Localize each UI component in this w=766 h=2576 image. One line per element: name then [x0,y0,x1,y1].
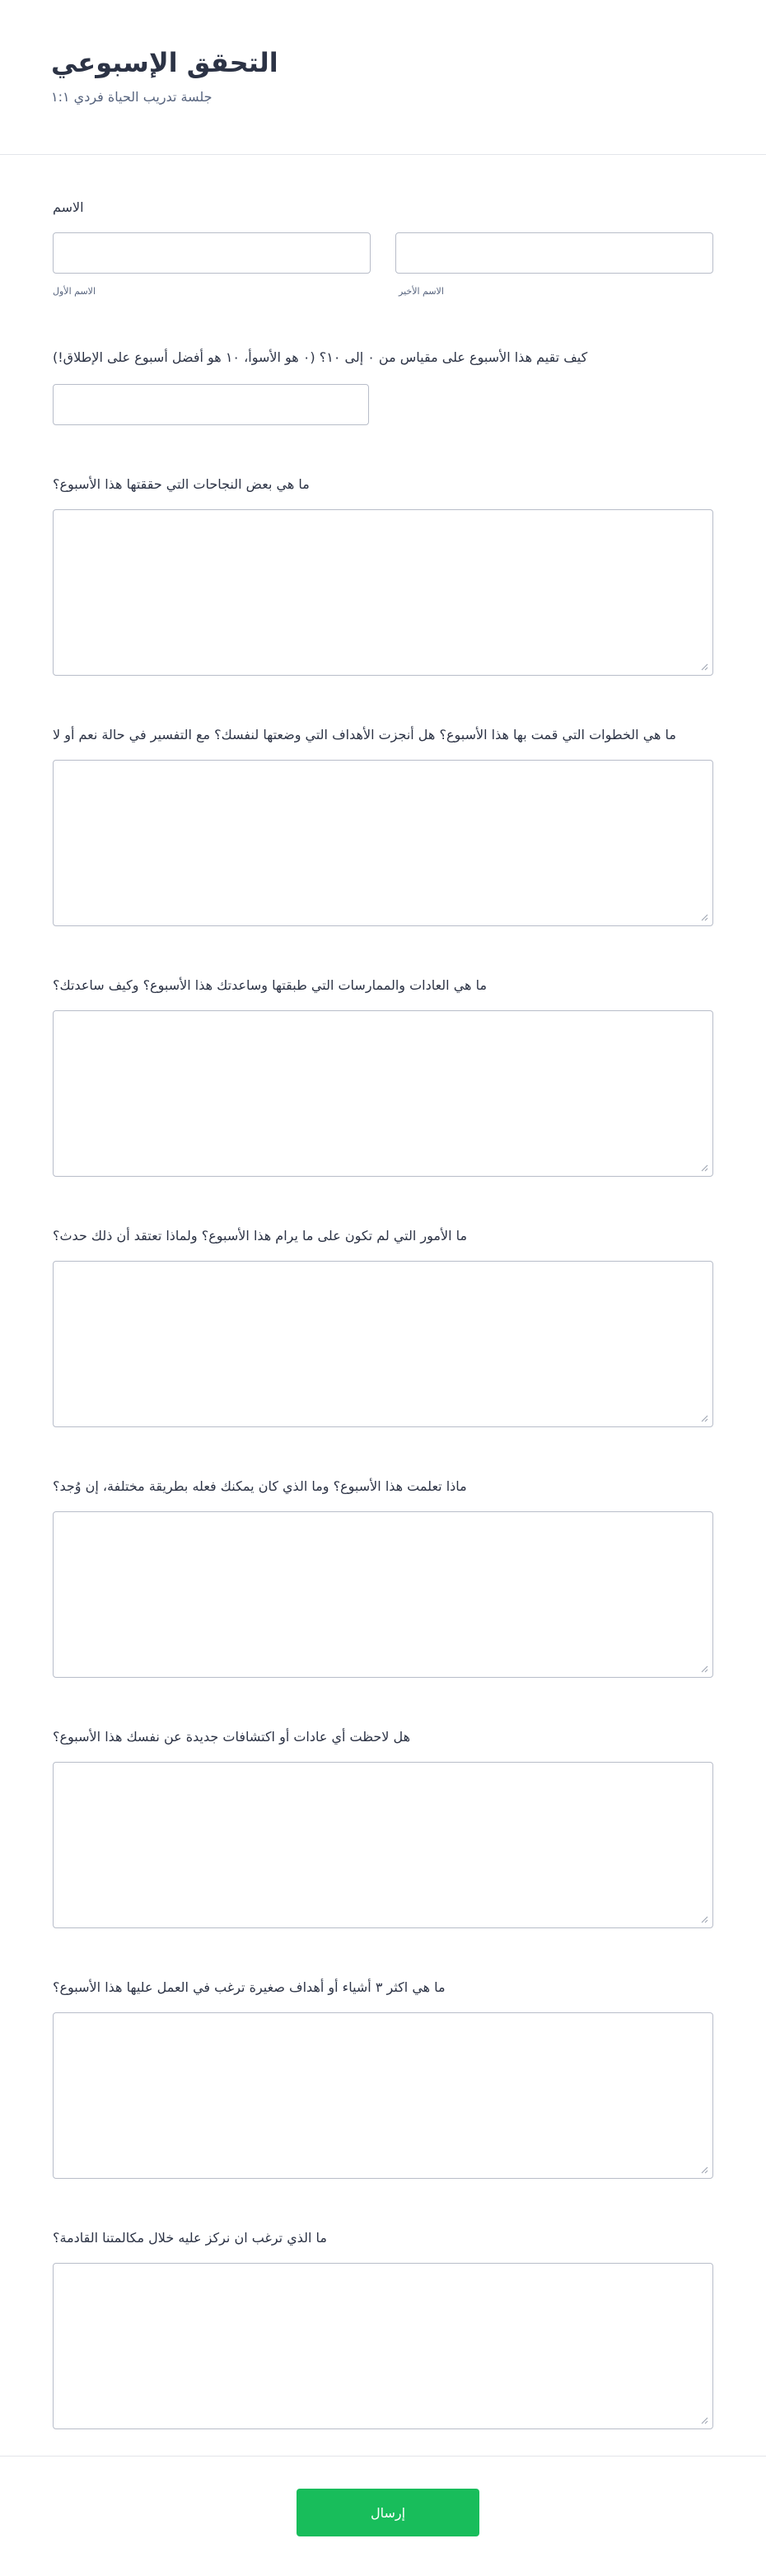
submit-button[interactable]: إرسال [297,2489,479,2536]
question-1-textarea[interactable] [53,509,713,676]
question-6-textarea[interactable] [53,1762,713,1928]
question-1-label: ما هي بعض النجاحات التي حققتها هذا الأسبوع؟ [53,476,310,492]
question-3-textarea[interactable] [53,1010,713,1177]
question-8-textarea[interactable] [53,2263,713,2429]
form-header [0,0,766,155]
question-4-label: ما الأمور التي لم تكون على ما يرام هذا الأسبوع؟ ولماذا تعتقد أن ذلك حدث؟ [53,1228,468,1244]
name-label: الاسم [53,199,84,215]
last-name-sublabel: الاسم الأخير [399,286,444,297]
question-2-textarea[interactable] [53,760,713,926]
question-5-label: ماذا تعلمت هذا الأسبوع؟ وما الذي كان يمكنك فعله بطريقة مختلفة، إن وُجد؟ [53,1478,467,1494]
footer-divider [0,2456,766,2457]
question-8-label: ما الذي ترغب ان نركز عليه خلال مكالمتنا القادمة؟ [53,2230,327,2246]
question-7-label: ما هي اكثر ٣ أشياء أو أهداف صغيرة ترغب في العمل عليها هذا الأسبوع؟ [53,1979,446,1995]
question-7-textarea[interactable] [53,2012,713,2179]
question-2-label: ما هي الخطوات التي قمت بها هذا الأسبوع؟ هل أنجزت الأهداف التي وضعتها لنفسك؟ مع التفسير في حالة نعم أو لا [53,727,676,742]
question-6-label: هل لاحظت أي عادات أو اكتشافات جديدة عن نفسك هذا الأسبوع؟ [53,1729,411,1745]
resize-grip-icon[interactable] [700,1915,708,1923]
first-name-input[interactable] [53,232,371,274]
resize-grip-icon[interactable] [700,2416,708,2424]
rating-label: كيف تقيم هذا الأسبوع على مقياس من ٠ إلى ١٠؟ (٠ هو الأسوأ، ١٠ هو أفضل أسبوع على الإطلاق!) [53,349,588,365]
question-5-textarea[interactable] [53,1511,713,1678]
first-name-sublabel: الاسم الأول [53,286,96,297]
resize-grip-icon[interactable] [700,2166,708,2174]
question-4-textarea[interactable] [53,1261,713,1427]
last-name-input[interactable] [395,232,713,274]
question-3-label: ما هي العادات والممارسات التي طبقتها وساعدتك هذا الأسبوع؟ وكيف ساعدتك؟ [53,977,488,993]
resize-grip-icon[interactable] [700,913,708,921]
form-subtitle: جلسة تدريب الحياة فردي ١:١ [51,89,213,105]
resize-grip-icon[interactable] [700,663,708,671]
form-title: التحقق الإسبوعي [51,47,278,78]
resize-grip-icon[interactable] [700,1414,708,1422]
rating-input[interactable] [53,384,369,425]
resize-grip-icon[interactable] [700,1164,708,1172]
resize-grip-icon[interactable] [700,1665,708,1673]
